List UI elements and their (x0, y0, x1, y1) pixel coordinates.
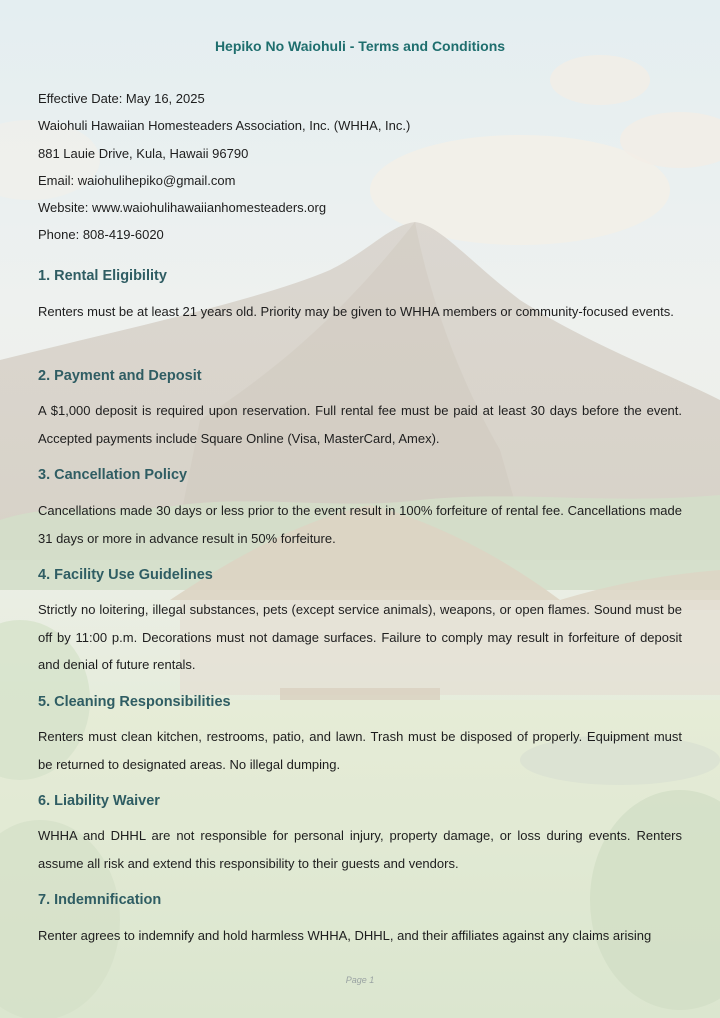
section-heading-facility-use: 4. Facility Use Guidelines (38, 567, 213, 583)
section-heading-cleaning: 5. Cleaning Responsibilities (38, 694, 231, 710)
contact-phone: Phone: 808-419-6020 (38, 227, 164, 243)
document-meta (38, 85, 688, 249)
section-body-facility-use: Strictly no loitering, illegal substances, pets (except service animals), weapons, or open flames. Sound must be off by 11:00 p.m. Decorations must not damage surfaces. Failure to comply may result in forfeiture of deposit and denial of future rentals. (38, 602, 682, 672)
section-body-indemnification: Renter agrees to indemnify and hold harmless WHHA, DHHL, and their affiliates against any claims arising (38, 928, 652, 943)
section-body-rental-eligibility: Renters must be at least 21 years old. Priority may be given to WHHA members or community-focused events. (38, 304, 674, 319)
section-body-payment-deposit: A $1,000 deposit is required upon reservation. Full rental fee must be paid at least 30 days before the event. Accepted payments include Square Online (Visa, MasterCard, Amex). (38, 403, 682, 446)
document-title: Hepiko No Waiohuli - Terms and Conditions (214, 38, 506, 54)
section-heading-payment-deposit: 2. Payment and Deposit (38, 368, 202, 384)
effective-date: Effective Date: May 16, 2025 (38, 91, 205, 106)
section-heading-indemnification: 7. Indemnification (38, 892, 162, 908)
section-body-cleaning: Renters must clean kitchen, restrooms, patio, and lawn. Trash must be disposed of properly. Equipment must be returned to designated areas. No illegal dumping. (38, 729, 682, 772)
contact-email: Email: waiohulihepiko@gmail.com (38, 172, 236, 188)
organization-address: 881 Lauie Drive, Kula, Hawaii 96790 (38, 145, 249, 161)
contact-website: Website: www.waiohulihawaiianhomesteaders.org (38, 200, 327, 216)
section-heading-rental-eligibility: 1. Rental Eligibility (38, 268, 167, 284)
section-body-liability-waiver: WHHA and DHHL are not responsible for personal injury, property damage, or loss during events. Renters assume all risk and extend this responsibility to their guests and vendors. (38, 828, 682, 871)
organization-name: Waiohuli Hawaiian Homesteaders Association, Inc. (WHHA, Inc.) (38, 118, 411, 134)
section-body-cancellation-policy: Cancellations made 30 days or less prior to the event result in 100% forfeiture of rental fee. Cancellations made 31 days or more in advance result in 50% forfeiture. (38, 503, 682, 546)
section-heading-liability-waiver: 6. Liability Waiver (38, 793, 160, 809)
section-heading-cancellation-policy: 3. Cancellation Policy (38, 467, 188, 483)
page-number: Page 1 (345, 975, 375, 985)
